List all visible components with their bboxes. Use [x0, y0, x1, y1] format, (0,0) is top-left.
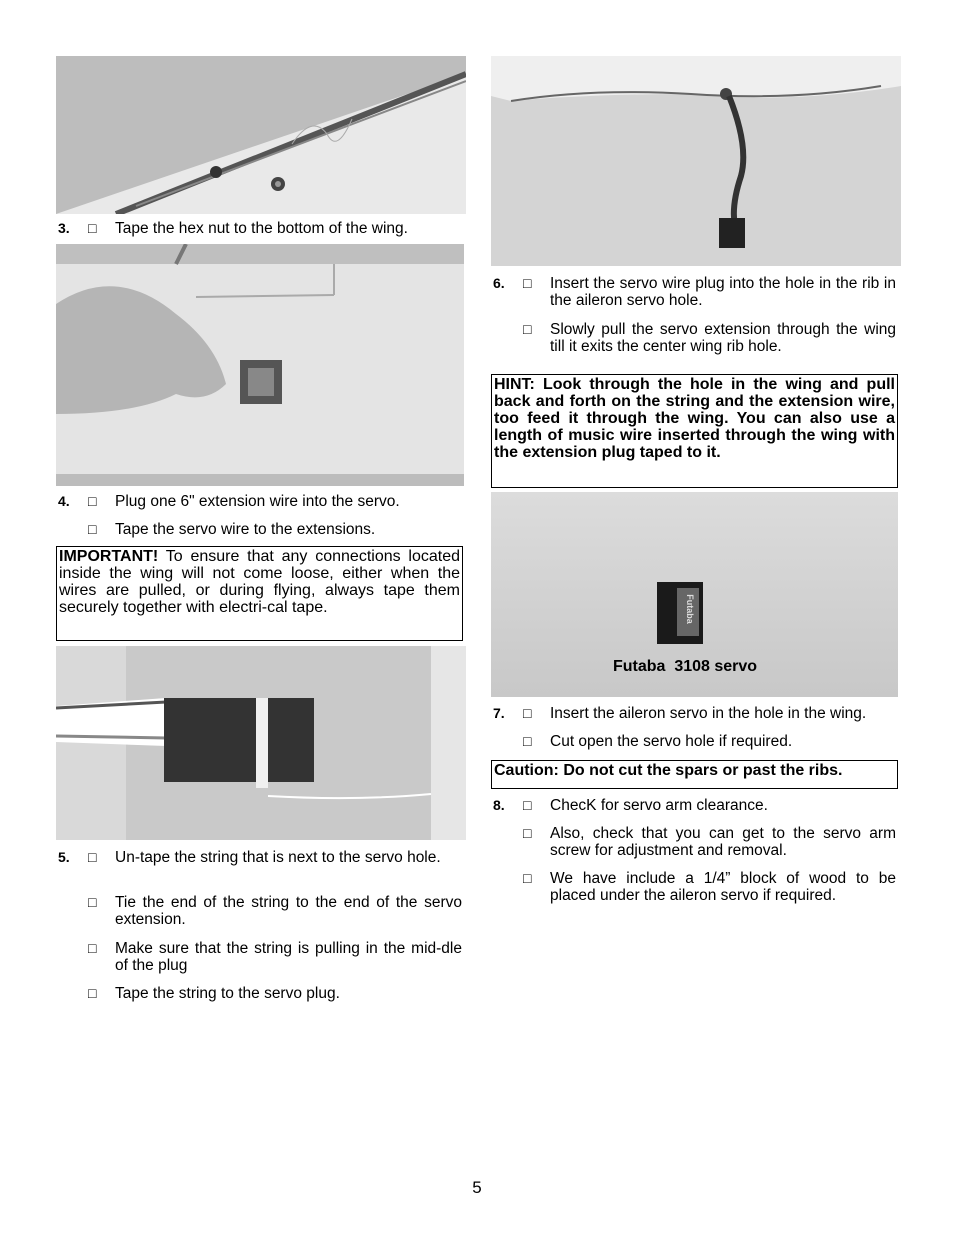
- step-text: Un-tape the string that is next to the servo hole.: [115, 849, 441, 866]
- checkbox[interactable]: □: [523, 825, 532, 841]
- photo-plug-extension: [56, 244, 464, 486]
- photo-wing-hex-nut: [56, 56, 466, 214]
- important-note: [56, 546, 463, 641]
- step-text: We have include a 1/4” block of wood to be placed under the aileron servo if required.: [550, 870, 896, 904]
- checkbox[interactable]: □: [88, 220, 97, 236]
- checkbox[interactable]: □: [523, 797, 532, 813]
- servo-label: Futaba: [684, 594, 695, 624]
- step-number: 7.: [493, 705, 505, 721]
- step-number: 5.: [58, 849, 70, 865]
- step-text: Insert the servo wire plug into the hole in the rib in the aileron servo hole.: [550, 275, 896, 309]
- step-text: Tie the end of the string to the end of the servo extension.: [115, 894, 462, 928]
- step-text: Tape the string to the servo plug.: [115, 985, 340, 1002]
- checkbox[interactable]: □: [88, 493, 97, 509]
- step-text: Cut open the servo hole if required.: [550, 733, 793, 750]
- step-text: Tape the servo wire to the extensions.: [115, 521, 376, 538]
- checkbox[interactable]: □: [88, 849, 97, 865]
- step-number: 4.: [58, 493, 70, 509]
- hint-note: HINT: Look through the hole in the wing and pull back and forth on the string and the extension wire, too feed it through the wing. You can also use a length of music wire inserted through the wing with the extension plug taped to it.: [491, 374, 898, 488]
- photo-caption: Futaba 3108 servo: [613, 658, 758, 675]
- step-number: 6.: [493, 275, 505, 291]
- photo-servo-wire-rib: [491, 56, 901, 266]
- caution-note: Caution: Do not cut the spars or past the ribs.: [491, 760, 898, 789]
- photo-futaba-servo: [491, 492, 898, 697]
- step-text: ChecK for servo arm clearance.: [550, 797, 768, 814]
- checkbox[interactable]: □: [88, 521, 97, 537]
- important-label: IMPORTANT!: [59, 548, 159, 565]
- step-number: 3.: [58, 220, 70, 236]
- checkbox[interactable]: □: [88, 940, 97, 956]
- step-number: 8.: [493, 797, 505, 813]
- step-text: Insert the aileron servo in the hole in the wing.: [550, 705, 867, 722]
- checkbox[interactable]: □: [88, 894, 97, 910]
- step-text: Tape the hex nut to the bottom of the wing.: [115, 220, 408, 237]
- checkbox[interactable]: □: [523, 733, 532, 749]
- checkbox[interactable]: □: [523, 705, 532, 721]
- checkbox[interactable]: □: [523, 275, 532, 291]
- step-text: Plug one 6" extension wire into the servo.: [115, 493, 400, 510]
- step-text: Slowly pull the servo extension through the wing till it exits the center wing rib hole.: [550, 321, 896, 355]
- step-text: Make sure that the string is pulling in the mid-dle of the plug: [115, 940, 462, 974]
- important-text: To ensure that any connections located inside the wing will not come loose, either when the wires are pulled, or during flying, always tape them securely together with electri-cal tape.: [59, 548, 460, 616]
- checkbox[interactable]: □: [523, 870, 532, 886]
- photo-string-plug: [56, 646, 466, 840]
- checkbox[interactable]: □: [523, 321, 532, 337]
- page-number: 5: [472, 1178, 482, 1197]
- step-text: Also, check that you can get to the servo arm screw for adjustment and removal.: [550, 825, 896, 859]
- checkbox[interactable]: □: [88, 985, 97, 1001]
